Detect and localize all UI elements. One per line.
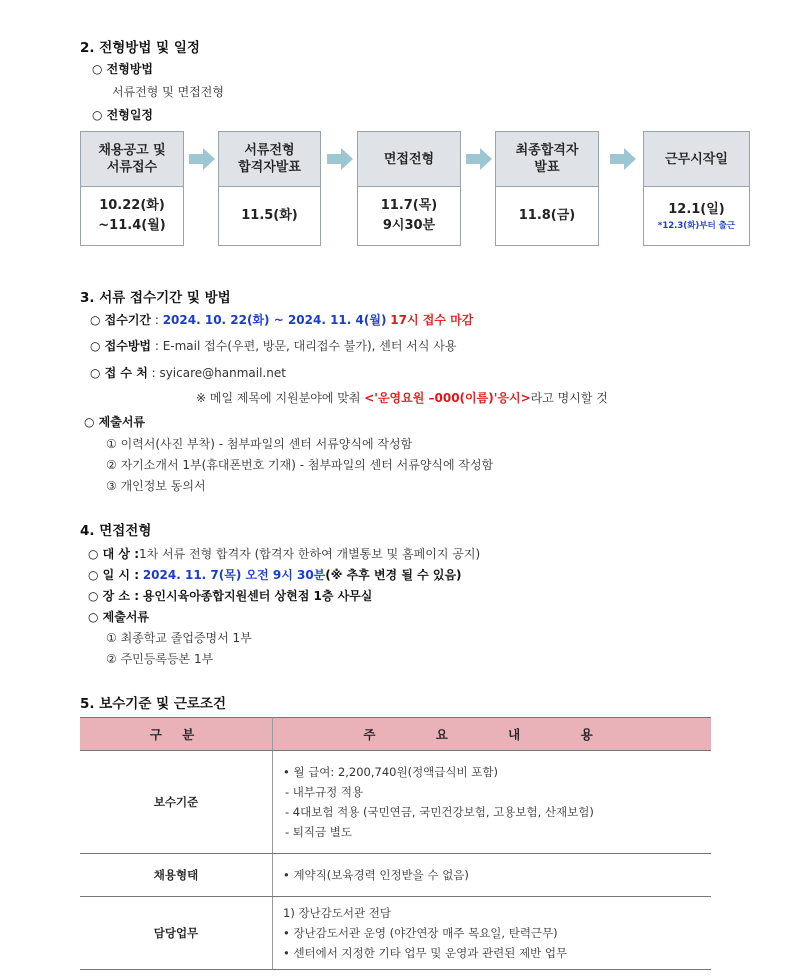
- step-3-date: 11.7(목) 9시30분: [357, 187, 461, 246]
- schedule-label: ○ 전형일정: [92, 108, 154, 122]
- doc-item: ② 주민등록등본 1부: [106, 652, 214, 666]
- arrow-right-icon: [466, 148, 492, 170]
- table-row: [80, 751, 711, 854]
- step-1-date: 10.22(화) ~11.4(월): [80, 187, 184, 246]
- step-4-title: 최종합격자 발표: [495, 131, 599, 187]
- interview-place-row: ○ 장 소 : 용인시육아종합지원센터 상현점 1층 사무실: [88, 589, 373, 603]
- interview-docs-label: ○ 제출서류: [88, 610, 150, 624]
- target-row: ○ 대 상 :1차 서류 전형 합격자 (합격자 한하여 개별통보 및 홈페이지 공지): [88, 547, 481, 561]
- section2-title: 2. 전형방법 및 일정: [80, 40, 200, 56]
- method-row: ○ 접수방법 : E-mail 접수(우편, 방문, 대리접수 불가), 센터 서식 사용: [90, 339, 457, 353]
- doc-item: ① 최종학교 졸업증명서 1부: [106, 631, 252, 645]
- step-1-title: 채용공고 및 서류접수: [80, 131, 184, 187]
- method-text: 서류전형 및 면접전형: [112, 85, 224, 99]
- row-label: 채용형태: [80, 854, 273, 897]
- table-header-content: 주 요 내 용: [273, 718, 712, 751]
- period-row: ○ 접수기간 : 2024. 10. 22(화) ~ 2024. 11. 4(월) 17시 접수 마감: [90, 313, 474, 327]
- doc-item: ② 자기소개서 1부(휴대폰번호 기재) - 첨부파일의 센터 서류양식에 작성함: [106, 458, 494, 472]
- step-4-date: 11.8(금): [495, 187, 599, 246]
- section3-title: 3. 서류 접수기간 및 방법: [80, 290, 231, 306]
- row-content: 1) 장난감도서관 전담 • 장난감도서관 운영 (야간연장 매주 목요일, 탄력근무) • 센터에서 지정한 기타 업무 및 운영과 관련된 제반 업무: [273, 897, 712, 970]
- mail-note: ※ 메일 제목에 지원분야에 맞춰 <'운영요원 –000(이름)'응시>라고 명시할 것: [196, 391, 608, 405]
- table-row: [80, 897, 711, 970]
- step-5-date: 12.1(일) *12.3(화)부터 출근: [643, 187, 750, 246]
- step-5-note: *12.3(화)부터 출근: [657, 221, 736, 231]
- step-2-date: 11.5(화): [218, 187, 321, 246]
- table-row: [80, 854, 711, 897]
- row-content: • 계약직(보육경력 인정받을 수 없음): [273, 854, 712, 897]
- place-row: ○ 접 수 처 : syicare@hanmail.net: [90, 366, 286, 380]
- doc-item: ③ 개인정보 동의서: [106, 479, 206, 493]
- step-5-title: 근무시작일: [643, 131, 750, 187]
- doc-item: ① 이력서(사진 부착) - 첨부파일의 센터 서류양식에 작성함: [106, 437, 413, 451]
- arrow-right-icon: [610, 148, 636, 170]
- pay-table: [80, 717, 711, 970]
- section5-title: 5. 보수기준 및 근로조건: [80, 696, 226, 712]
- table-header-category: 구 분: [80, 718, 273, 751]
- row-content: • 월 급여: 2,200,740원(정액급식비 포함) - 내부규정 적용 - 4대보험 적용 (국민연금, 국민건강보험, 고용보험, 산재보험) - 퇴직금 별도: [273, 751, 712, 854]
- row-label: 보수기준: [80, 751, 273, 854]
- docs-label: ○ 제출서류: [84, 415, 146, 429]
- row-label: 담당업무: [80, 897, 273, 970]
- arrow-right-icon: [189, 148, 215, 170]
- step-3-title: 면접전형: [357, 131, 461, 187]
- arrow-right-icon: [327, 148, 353, 170]
- section4-title: 4. 면접전형: [80, 523, 152, 539]
- method-label: ○ 전형방법: [92, 62, 154, 76]
- interview-date-row: ○ 일 시 : 2024. 11. 7(목) 오전 9시 30분(※ 추후 변경 될 수 있음): [88, 568, 462, 582]
- step-2-title: 서류전형 합격자발표: [218, 131, 321, 187]
